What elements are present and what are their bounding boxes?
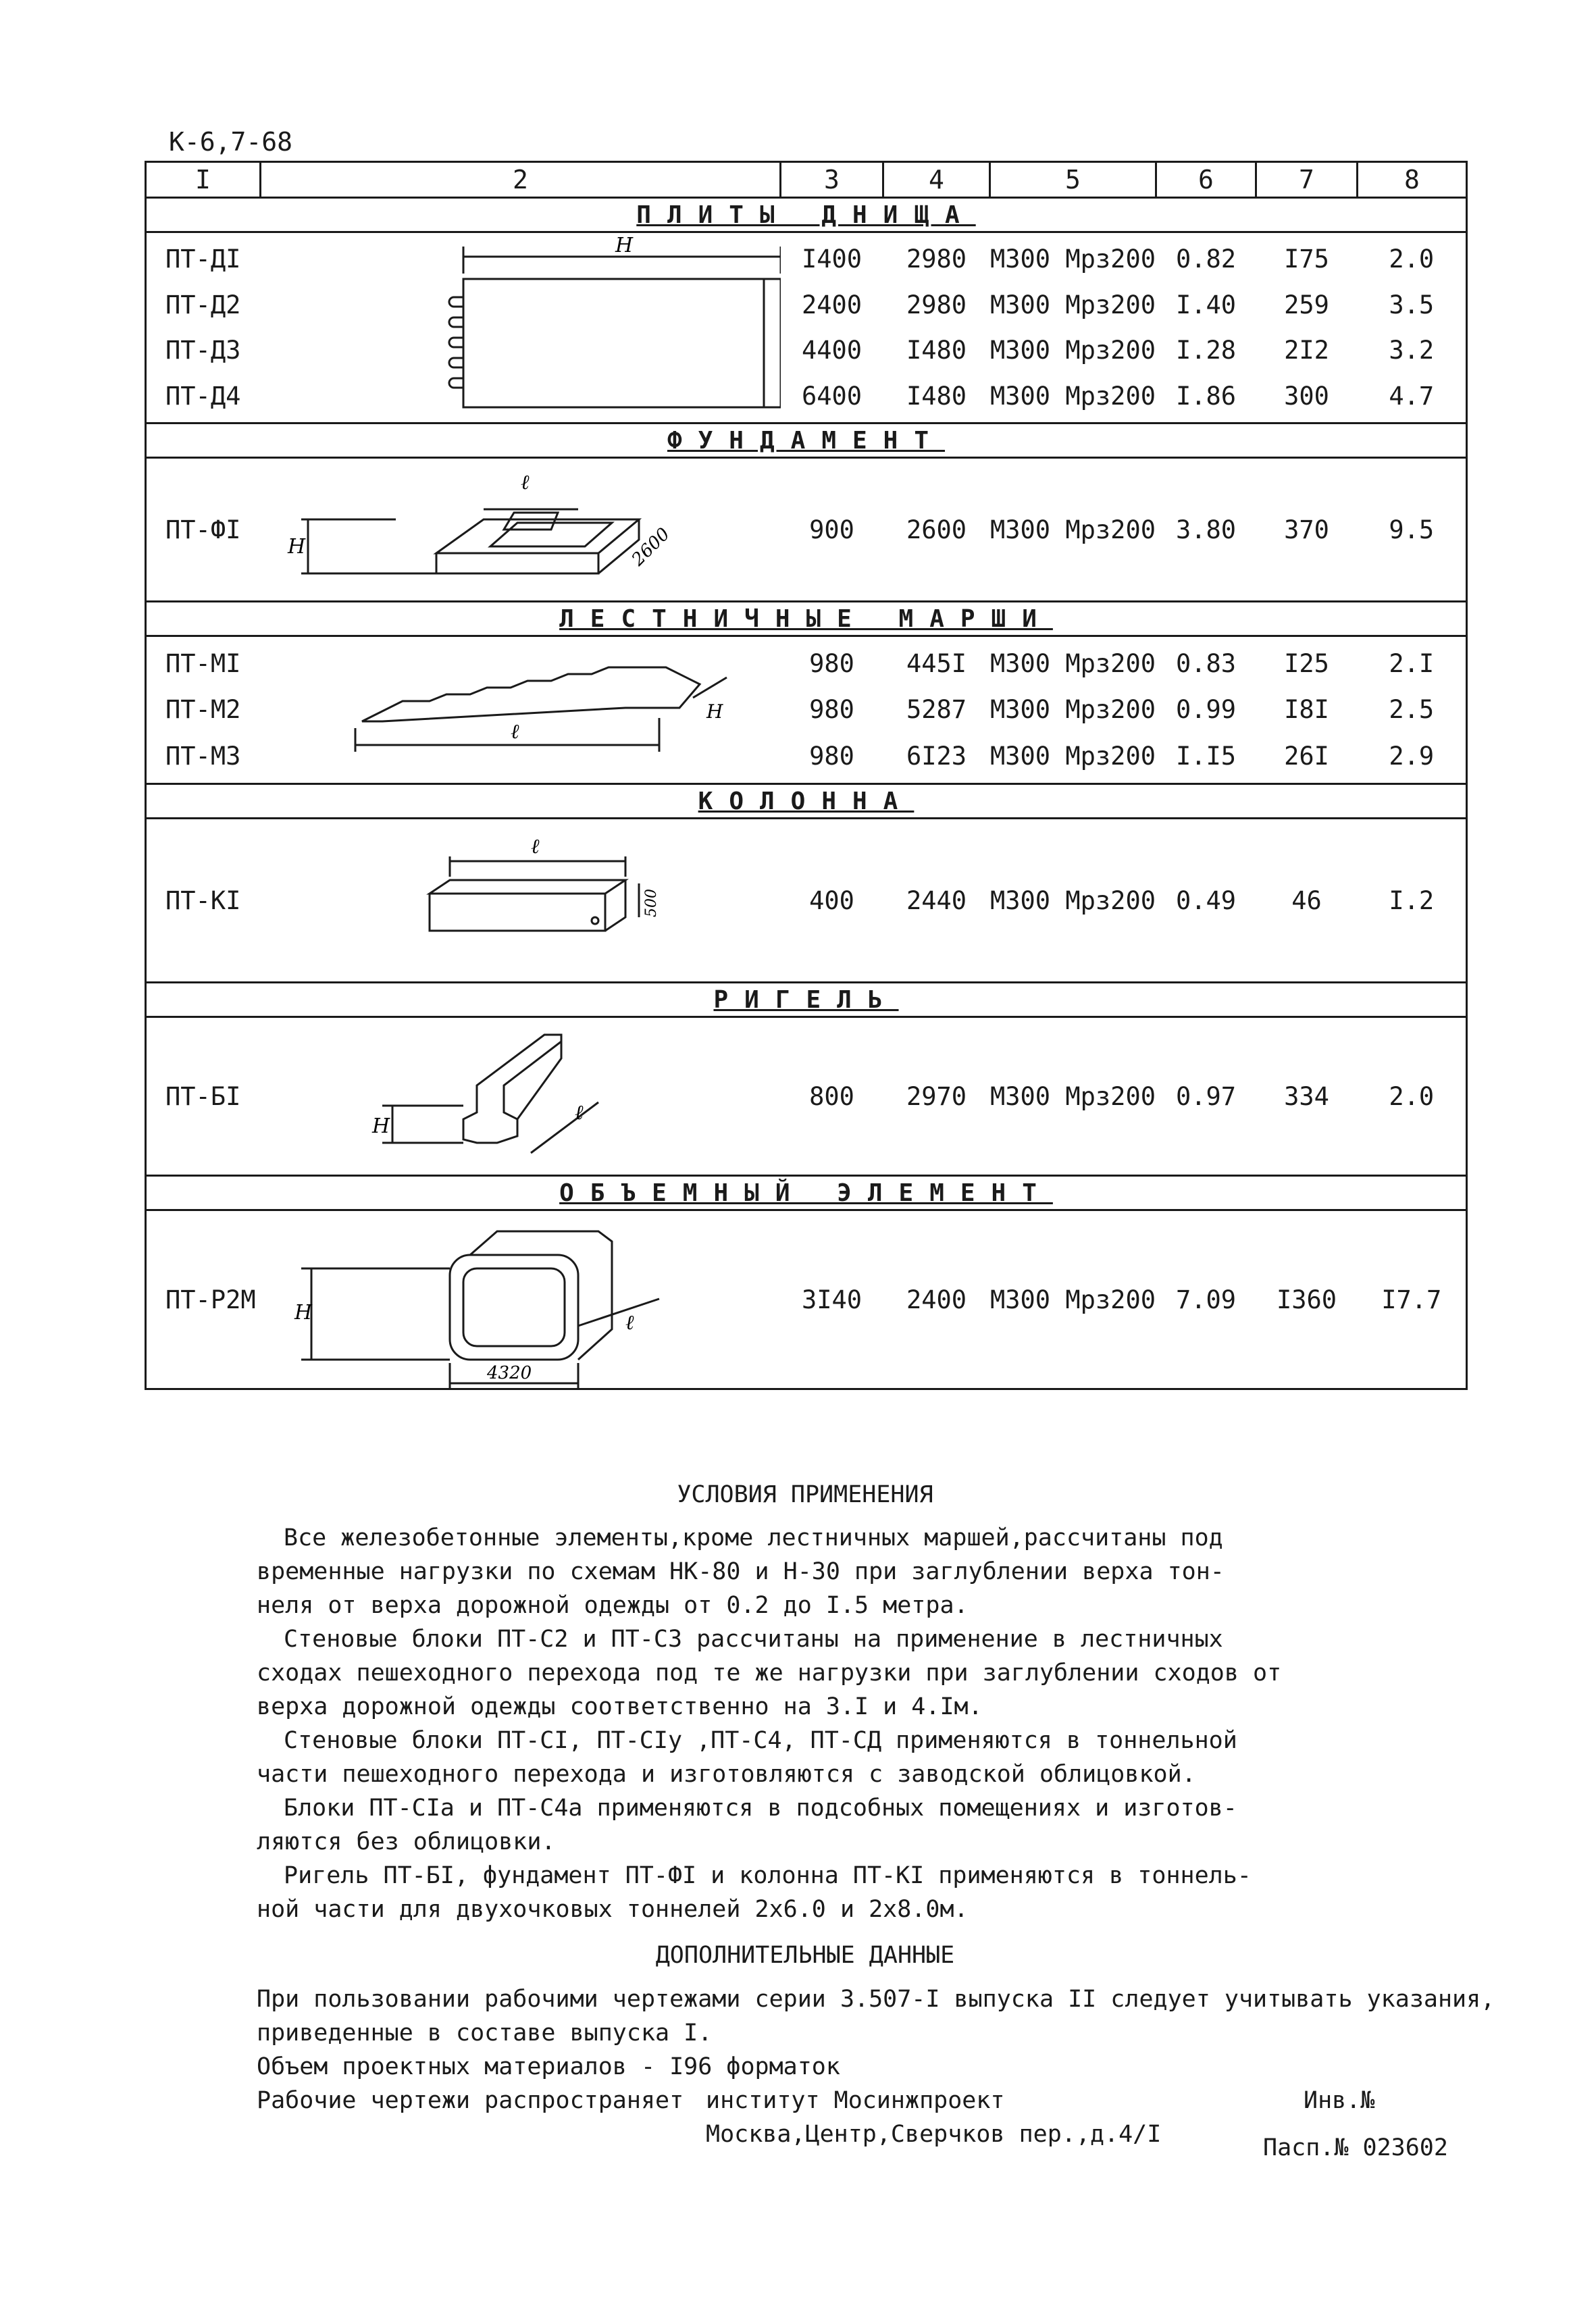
table-cell: 2.9 bbox=[1389, 742, 1435, 771]
drawing-label: H bbox=[371, 1114, 390, 1138]
table-cell: М300 Мрз200 bbox=[989, 381, 1156, 411]
table-cell: 980 bbox=[809, 742, 854, 771]
table-cell: 3I40 bbox=[781, 1210, 883, 1389]
item-name: ПТ-БI bbox=[146, 1017, 261, 1176]
table-cell: М300 Мрз200 bbox=[989, 648, 1156, 678]
table-cell: 3.5 bbox=[1389, 290, 1435, 319]
section-title: КОЛОННА bbox=[146, 784, 1467, 819]
table-cell: I.2 bbox=[1358, 819, 1467, 983]
additional-line: При пользовании рабочими чертежами серии 3.507-I выпуска II следует учитывать указания, bbox=[257, 1986, 1495, 2013]
conditions-line: Все железобетонные элементы,кроме лестничных маршей,рассчитаны под bbox=[284, 1524, 1223, 1551]
drawing-label: ℓ bbox=[574, 1101, 583, 1125]
table-cell: 0.82 bbox=[1175, 245, 1237, 274]
table-cell: 6400 bbox=[801, 381, 863, 411]
table-cell: М300 Мрз200 bbox=[990, 1017, 1156, 1176]
drawing-label: 2600 bbox=[627, 523, 674, 570]
table-cell: 2.0 bbox=[1358, 1017, 1467, 1176]
conditions-line: части пешеходного перехода и изготовляются с заводской облицовкой. bbox=[257, 1761, 1196, 1788]
table-cell: 46 bbox=[1256, 819, 1358, 983]
table-cell: 800 bbox=[781, 1017, 883, 1176]
table-cell: I.28 bbox=[1175, 336, 1237, 365]
section-title-row bbox=[146, 602, 1467, 636]
foundation-drawing bbox=[261, 459, 781, 600]
table-cell: 9.5 bbox=[1358, 458, 1467, 602]
drawing-label: ℓ bbox=[520, 471, 529, 494]
col-header: I bbox=[146, 162, 261, 198]
drawing-label: ℓ bbox=[625, 1311, 634, 1335]
table-cell: 2440 bbox=[883, 819, 990, 983]
col-header: 4 bbox=[883, 162, 990, 198]
table-cell: 980 bbox=[809, 648, 854, 678]
table-cell: 2970 bbox=[883, 1017, 990, 1176]
conditions-line: Стеновые блоки ПТ-СI, ПТ-СIу ,ПТ-С4, ПТ-СД применяются в тоннельной bbox=[284, 1727, 1237, 1754]
conditions-line: ной части для двухочковых тоннелей 2х6.0 и 2х8.0м. bbox=[257, 1896, 969, 1923]
table-cell: 2I2 bbox=[1284, 336, 1329, 365]
table-cell: 2400 bbox=[801, 290, 863, 319]
col-header: 5 bbox=[990, 162, 1156, 198]
table-cell: 445I bbox=[906, 648, 967, 678]
item-name: ПТ-М2 bbox=[165, 695, 241, 725]
item-name: ПТ-Р2М bbox=[146, 1210, 261, 1389]
table-row bbox=[146, 232, 1467, 423]
table-cell: 0.99 bbox=[1175, 695, 1237, 725]
volume-element-drawing bbox=[261, 1211, 781, 1388]
table-cell: 2600 bbox=[883, 458, 990, 602]
conditions-line: неля от верха дорожной одежды от 0.2 до I.5 метра. bbox=[257, 1592, 969, 1619]
section-title: ОБЪЕМНЫЙ ЭЛЕМЕНТ bbox=[146, 1176, 1467, 1210]
section-title-row bbox=[146, 784, 1467, 819]
additional-title: ДОПОЛНИТЕЛЬНЫЕ ДАННЫЕ bbox=[655, 1942, 955, 1969]
table-cell: 2.I bbox=[1389, 648, 1435, 678]
table-cell: М300 Мрз200 bbox=[990, 819, 1156, 983]
conditions-line: сходах пешеходного перехода под те же нагрузки при заглублении сходов от bbox=[257, 1660, 1282, 1687]
table-cell: М300 Мрз200 bbox=[989, 290, 1156, 319]
table-cell: 2980 bbox=[906, 290, 967, 319]
section-title-row bbox=[146, 983, 1467, 1017]
section-title: ПЛИТЫ ДНИЩА bbox=[146, 198, 1467, 232]
spec-table bbox=[145, 161, 1468, 1390]
table-cell: 0.83 bbox=[1175, 648, 1237, 678]
table-cell: 400 bbox=[781, 819, 883, 983]
item-name: ПТ-М3 bbox=[165, 742, 241, 771]
drawing-cell bbox=[261, 232, 781, 423]
table-row bbox=[146, 458, 1467, 602]
table-cell: 26I bbox=[1284, 742, 1329, 771]
drawing-label: 500 bbox=[642, 889, 660, 917]
item-name: ПТ-КI bbox=[146, 819, 261, 983]
table-cell: I480 bbox=[906, 336, 967, 365]
stair-flight-drawing bbox=[261, 637, 781, 783]
table-cell: I.40 bbox=[1175, 290, 1237, 319]
col-header: 8 bbox=[1358, 162, 1467, 198]
bottom-slab-drawing bbox=[261, 233, 781, 422]
conditions-line: Стеновые блоки ПТ-С2 и ПТ-С3 рассчитаны на применение в лестничных bbox=[284, 1626, 1223, 1653]
drawing-label: ℓ bbox=[510, 720, 519, 744]
table-cell: М300 Мрз200 bbox=[989, 336, 1156, 365]
table-cell: 2980 bbox=[906, 245, 967, 274]
table-cell: I400 bbox=[801, 245, 863, 274]
table-row bbox=[146, 1017, 1467, 1176]
table-cell: 4.7 bbox=[1389, 381, 1435, 411]
conditions-line: Ригель ПТ-БI, фундамент ПТ-ФI и колонна ПТ-КI применяются в тоннель- bbox=[284, 1862, 1252, 1889]
crossbar-drawing bbox=[261, 1018, 781, 1175]
table-cell: 3.80 bbox=[1156, 458, 1256, 602]
table-cell: 2400 bbox=[883, 1210, 990, 1389]
table-cell: I.86 bbox=[1175, 381, 1237, 411]
distributor-name: институт Мосинжпроект bbox=[706, 2087, 1005, 2114]
section-title: ФУНДАМЕНТ bbox=[146, 423, 1467, 458]
document-code: К-6,7-68 bbox=[169, 127, 293, 157]
table-cell: I8I bbox=[1284, 695, 1329, 725]
drawing-cell bbox=[261, 819, 781, 983]
table-cell: 3.2 bbox=[1389, 336, 1435, 365]
table-row bbox=[146, 819, 1467, 983]
drawing-label: H bbox=[706, 700, 723, 723]
table-cell: 0.49 bbox=[1156, 819, 1256, 983]
drawing-label: 4320 bbox=[486, 1363, 532, 1383]
section-title: РИГЕЛЬ bbox=[146, 983, 1467, 1017]
section-title-row bbox=[146, 423, 1467, 458]
table-cell: 334 bbox=[1256, 1017, 1358, 1176]
table-cell: М300 Мрз200 bbox=[989, 742, 1156, 771]
table-cell: М300 Мрз200 bbox=[989, 695, 1156, 725]
item-name: ПТ-Д2 bbox=[165, 290, 241, 319]
item-name: ПТ-Д4 bbox=[165, 381, 241, 411]
conditions-line: Блоки ПТ-СIа и ПТ-С4а применяются в подсобных помещениях и изготов- bbox=[284, 1795, 1237, 1822]
drawing-label: H bbox=[287, 535, 305, 559]
item-name: ПТ-Д3 bbox=[165, 336, 241, 365]
section-title-row bbox=[146, 1176, 1467, 1210]
conditions-line: ляются без облицовки. bbox=[257, 1828, 556, 1855]
inv-label: Инв.№ bbox=[1304, 2087, 1375, 2114]
table-cell: 900 bbox=[781, 458, 883, 602]
drawing-cell bbox=[261, 636, 781, 784]
col-header: 6 bbox=[1156, 162, 1256, 198]
drawing-label: H bbox=[615, 234, 633, 257]
drawing-cell bbox=[261, 458, 781, 602]
additional-line: Объем проектных материалов - I96 форматок bbox=[257, 2053, 840, 2080]
table-cell: 259 bbox=[1284, 290, 1329, 319]
conditions-line: временные нагрузки по схемам НК-80 и Н-30 при заглублении верха тон- bbox=[257, 1558, 1225, 1585]
table-cell: I75 bbox=[1284, 245, 1329, 274]
col-header: 3 bbox=[781, 162, 883, 198]
table-cell: 4400 bbox=[801, 336, 863, 365]
table-cell: М300 Мрз200 bbox=[989, 245, 1156, 274]
table-cell: 0.97 bbox=[1156, 1017, 1256, 1176]
table-cell: М300 Мрз200 bbox=[990, 458, 1156, 602]
table-cell: 370 bbox=[1256, 458, 1358, 602]
item-name: ПТ-ФI bbox=[146, 458, 261, 602]
section-title: ЛЕСТНИЧНЫЕ МАРШИ bbox=[146, 602, 1467, 636]
table-cell: 300 bbox=[1284, 381, 1329, 411]
table-cell: 6I23 bbox=[906, 742, 967, 771]
distributor-address: Москва,Центр,Сверчков пер.,д.4/I bbox=[706, 2121, 1162, 2148]
drawing-cell bbox=[261, 1210, 781, 1389]
table-cell: 2.5 bbox=[1389, 695, 1435, 725]
conditions-line: верха дорожной одежды соответственно на 3.I и 4.Iм. bbox=[257, 1693, 983, 1720]
table-cell: I25 bbox=[1284, 648, 1329, 678]
additional-line: приведенные в составе выпуска I. bbox=[257, 2020, 713, 2047]
table-cell: 5287 bbox=[906, 695, 967, 725]
table-row bbox=[146, 1210, 1467, 1389]
column-drawing bbox=[261, 819, 781, 981]
table-cell: М300 Мрз200 bbox=[990, 1210, 1156, 1389]
col-header: 7 bbox=[1256, 162, 1358, 198]
table-cell: 980 bbox=[809, 695, 854, 725]
table-cell: I.I5 bbox=[1175, 742, 1237, 771]
drawing-label: ℓ bbox=[530, 835, 539, 858]
conditions-title: УСЛОВИЯ ПРИМЕНЕНИЯ bbox=[677, 1481, 933, 1508]
table-cell: I360 bbox=[1256, 1210, 1358, 1389]
table-row bbox=[146, 636, 1467, 784]
table-cell: 2.0 bbox=[1389, 245, 1435, 274]
section-title-row bbox=[146, 198, 1467, 232]
header-row bbox=[146, 162, 1467, 198]
item-name: ПТ-МI bbox=[165, 648, 241, 678]
distributor-label: Рабочие чертежи распространяет bbox=[257, 2087, 684, 2114]
table-cell: 7.09 bbox=[1156, 1210, 1256, 1389]
drawing-label: H bbox=[294, 1301, 312, 1325]
item-name: ПТ-ДI bbox=[165, 245, 241, 274]
table-cell: I480 bbox=[906, 381, 967, 411]
col-header: 2 bbox=[261, 162, 781, 198]
passport-number: Пасп.№ 023602 bbox=[1263, 2134, 1448, 2161]
table-cell: I7.7 bbox=[1358, 1210, 1467, 1389]
drawing-cell bbox=[261, 1017, 781, 1176]
